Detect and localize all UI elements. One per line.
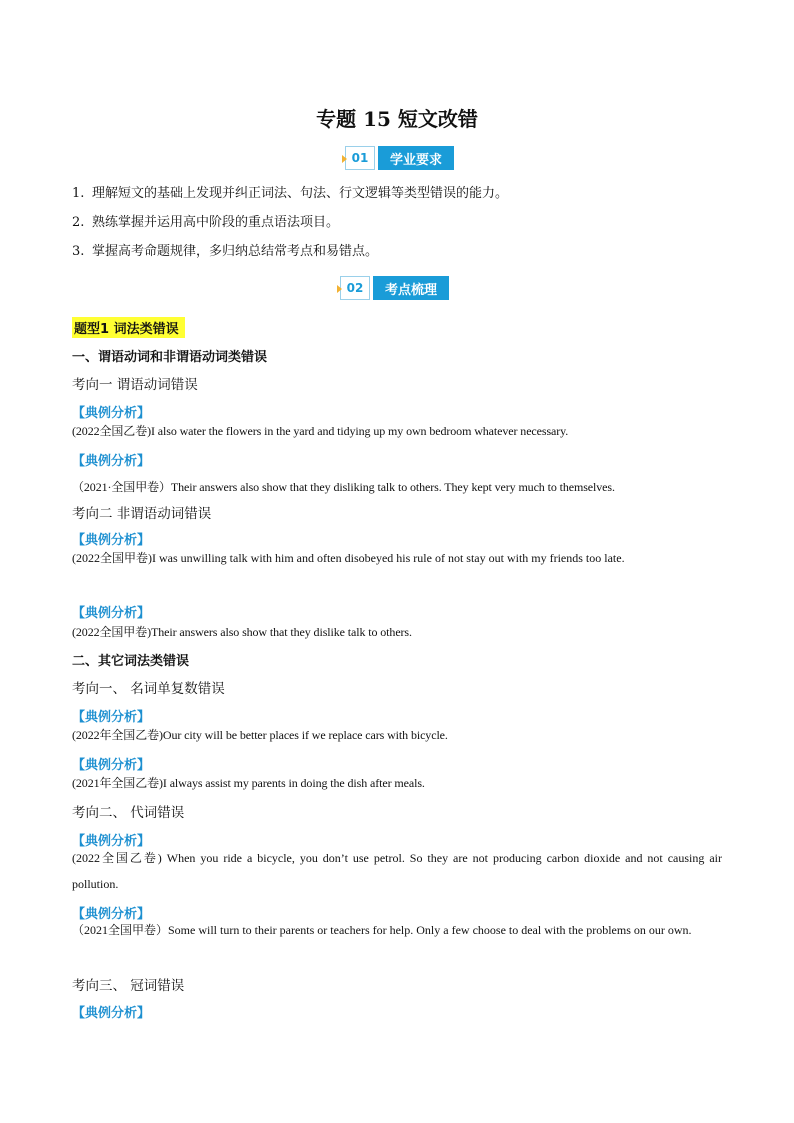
example-tag: 【典例分析】 [72, 606, 151, 621]
direction-heading: 考向三、 冠词错误 [72, 978, 185, 994]
section-heading: 二、其它词法类错误 [72, 654, 190, 669]
requirement-item: 3. 掌握高考命题规律，多归纳总结常考点和易错点。 [72, 244, 379, 259]
example-sentence: (2022全国甲卷)I was unwilling talk with him and often disobeyed his rule of not stay out with my friends too late. [72, 551, 625, 565]
example-sentence: （2021全国甲卷）Some will turn to their parents or teachers for help. Only a few choose to deal with the problems on our own. [72, 923, 692, 937]
example-tag: 【典例分析】 [72, 454, 151, 469]
page-title: 专题 15 短文改错 [316, 107, 478, 131]
section-badge-01 [345, 146, 454, 170]
section-badge-02 [340, 276, 449, 300]
example-sentence: (2021年全国乙卷)I always assist my parents in doing the dish after meals. [72, 776, 425, 790]
example-sentence: (2022全国乙卷)I also water the flowers in the yard and tidying up my own bedroom whatever necessary. [72, 424, 569, 438]
example-sentence: (2022全国乙卷) When you ride a bicycle, you don’t use petrol. So they are not producing carbon dioxide and not causing air pollution. [72, 851, 722, 891]
requirement-item: 1. 理解短文的基础上发现并纠正词法、句法、行文逻辑等类型错误的能力。 [72, 186, 509, 201]
example-tag: 【典例分析】 [72, 1006, 151, 1021]
example-tag: 【典例分析】 [72, 834, 151, 849]
section-number: 01 [345, 146, 375, 170]
example-tag: 【典例分析】 [72, 758, 151, 773]
example-tag: 【典例分析】 [72, 710, 151, 725]
example-sentence: （2021·全国甲卷）Their answers also show that they disliking talk to others. They kept very much to themselves. [72, 480, 615, 494]
example-tag: 【典例分析】 [72, 907, 151, 922]
example-sentence: (2022年全国乙卷)Our city will be better places if we replace cars with bicycle. [72, 728, 448, 742]
example-sentence: (2022全国甲卷)Their answers also show that they dislike talk to others. [72, 625, 412, 639]
direction-heading: 考向二、 代词错误 [72, 805, 185, 821]
direction-heading: 考向一 谓语动词错误 [72, 377, 198, 393]
example-tag: 【典例分析】 [72, 533, 151, 548]
section-heading: 一、谓语动词和非谓语动词类错误 [72, 350, 268, 365]
direction-heading: 考向二 非谓语动词错误 [72, 506, 212, 522]
requirement-item: 2. 熟练掌握并运用高中阶段的重点语法项目。 [72, 215, 340, 230]
question-type-label: 题型1 词法类错误 [72, 317, 185, 338]
example-tag: 【典例分析】 [72, 406, 151, 421]
direction-heading: 考向一、 名词单复数错误 [72, 681, 225, 697]
section-number: 02 [340, 276, 370, 300]
section-label: 学业要求 [378, 146, 454, 170]
section-label: 考点梳理 [373, 276, 449, 300]
